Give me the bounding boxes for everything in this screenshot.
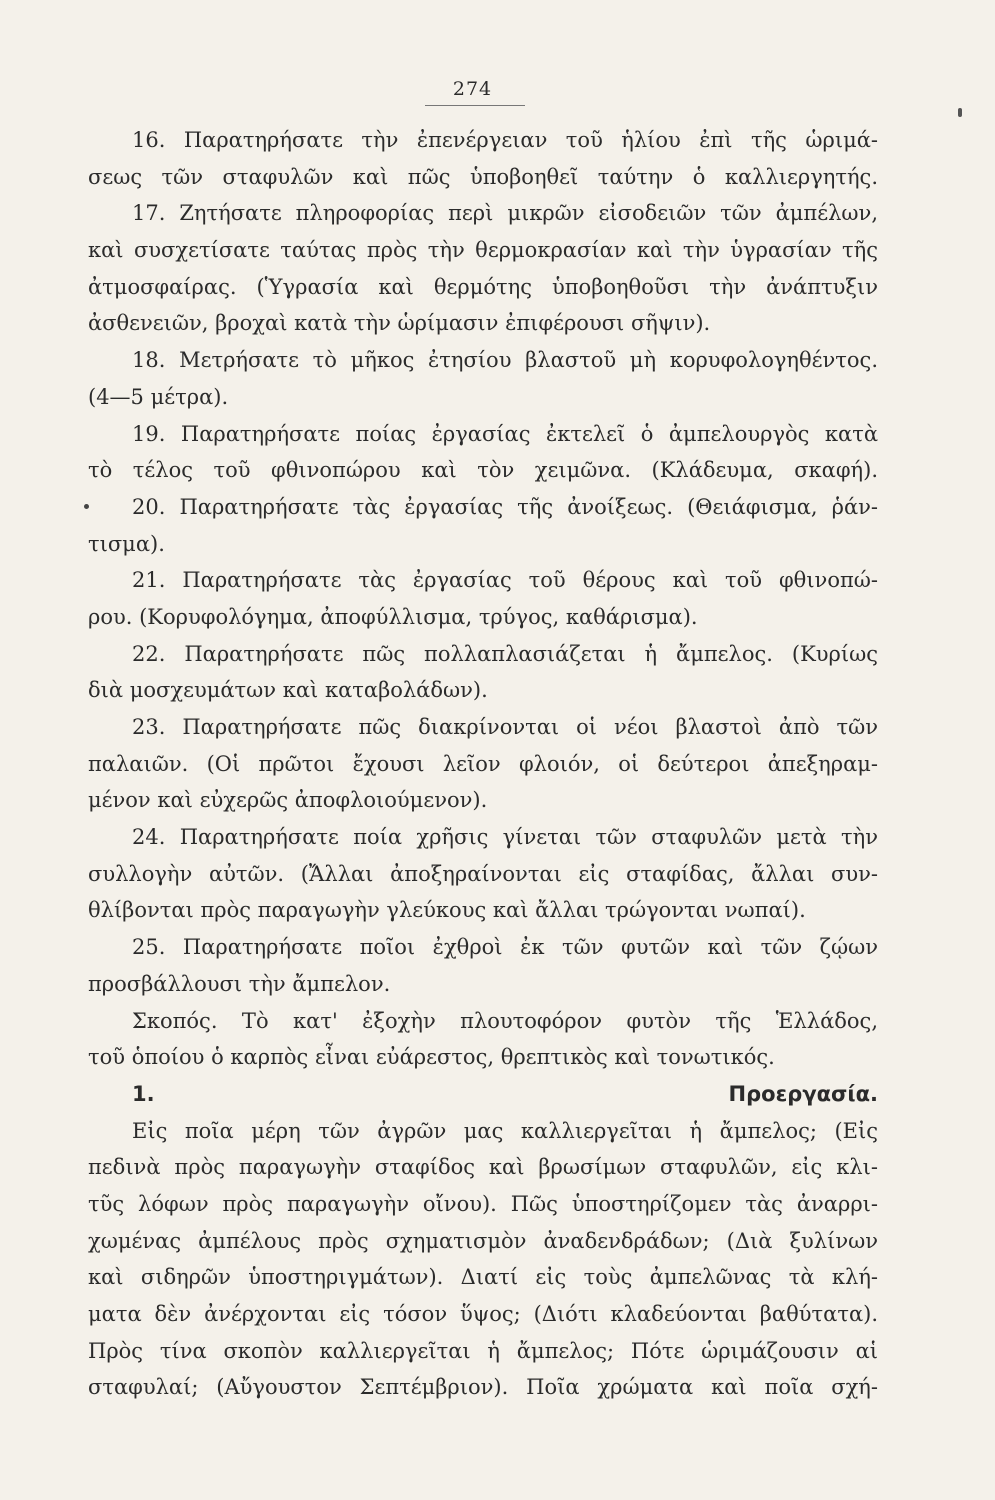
section-heading: 1. Προεργασία.: [132, 1081, 878, 1106]
text-line: 24. Παρατηρήσατε ποία χρῆσις γίνεται τῶν σταφυλῶν μετὰ τὴν: [132, 825, 878, 850]
text-line: ματα δὲν ἀνέρχονται εἰς τόσον ὕψος; (Διότι κλαδεύονται βαθύτατα).: [88, 1302, 878, 1326]
text-line: (4—5 μέτρα).: [88, 384, 229, 409]
text-line: παλαιῶν. (Οἱ πρῶτοι ἔχουσι λεῖον φλοιόν, οἱ δεύτεροι ἀπεξηραμ-: [88, 751, 878, 776]
text-line: 17. Ζητήσατε πληροφορίας περὶ μικρῶν εἰσοδειῶν τῶν ἀμπέλων,: [132, 201, 878, 226]
text-line: διὰ μοσχευμάτων καὶ καταβολάδων).: [88, 678, 488, 703]
text-line: πεδινὰ πρὸς παραγωγὴν σταφίδος καὶ βρωσίμων σταφυλῶν, εἰς κλι-: [88, 1155, 878, 1180]
text-line: 22. Παρατηρήσατε πῶς πολλαπλασιάζεται ἡ ἄμπελος. (Κυρίως: [132, 641, 878, 666]
text-line: Πρὸς τίνα σκοπὸν καλλιεργεῖται ἡ ἄμπελος; Πότε ὡριμάζουσιν αἱ: [88, 1338, 878, 1363]
text-line: καὶ σιδηρῶν ὑποστηριγμάτων). Διατί εἰς τοὺς ἀμπελῶνας τὰ κλή-: [88, 1265, 878, 1290]
text-line: Σκοπός. Τὸ κατ' ἐξοχὴν πλουτοφόρον φυτὸν τῆς Ἑλλάδος,: [132, 1008, 878, 1033]
text-line: τοῦ ὁποίου ὁ καρπὸς εἶναι εὐάρεστος, θρεπτικὸς καὶ τονωτικός.: [88, 1045, 775, 1070]
text-line: ρου. (Κορυφολόγημα, ἀποφύλλισμα, τρύγος, καθάρισμα).: [88, 604, 698, 629]
ink-speck: [958, 108, 962, 117]
text-line: τὸ τέλος τοῦ φθινοπώρου καὶ τὸν χειμῶνα. (Κλάδευμα, σκαφή).: [88, 458, 878, 483]
text-line: 21. Παρατηρήσατε τὰς ἐργασίας τοῦ θέρους καὶ τοῦ φθινοπώ-: [132, 568, 878, 593]
text-line: τισμα).: [88, 531, 165, 556]
text-line: ἀτμοσφαίρας. (Ὑγρασία καὶ θερμότης ὑποβοηθοῦσι τὴν ἀνάπτυξιν: [88, 274, 878, 299]
page-text: [88, 122, 878, 1406]
text-line: χωμένας ἀμπέλους πρὸς σχηματισμὸν ἀναδενδράδων; (Διὰ ξυλίνων: [88, 1228, 878, 1253]
text-line: 16. Παρατηρήσατε τὴν ἐπενέργειαν τοῦ ἡλίου ἐπὶ τῆς ὡριμά-: [132, 128, 878, 152]
text-line: 25. Παρατηρήσατε ποῖοι ἐχθροὶ ἐκ τῶν φυτῶν καὶ τῶν ζῴων: [132, 935, 878, 960]
text-line: 19. Παρατηρήσατε ποίας ἐργασίας ἐκτελεῖ ὁ ἀμπελουργὸς κατὰ: [132, 421, 878, 446]
text-line: 20. Παρατηρήσατε τὰς ἐργασίας τῆς ἀνοίξεως. (Θειάφισμα, ῥάν-: [132, 494, 878, 519]
text-line: προσβάλλουσι τὴν ἄμπελον.: [88, 971, 391, 996]
text-line: μένον καὶ εὐχερῶς ἀποφλοιούμενον).: [88, 788, 488, 813]
text-line: σταφυλαί; (Αὔγουστον Σεπτέμβριον). Ποῖα χρώματα καὶ ποῖα σχή-: [88, 1375, 878, 1400]
text-line: θλίβονται πρὸς παραγωγὴν γλεύκους καὶ ἄλλαι τρώγονται νωπαί).: [88, 898, 806, 923]
text-line: τῦς λόφων πρὸς παραγωγὴν οἴνου). Πῶς ὑποστηρίζομεν τὰς ἀναρρι-: [88, 1191, 878, 1216]
text-line: ἀσθενειῶν, βροχαὶ κατὰ τὴν ὡρίμασιν ἐπιφέρουσι σῆψιν).: [88, 311, 711, 336]
page-number-rule: [425, 105, 525, 106]
text-line: καὶ συσχετίσατε ταύτας πρὸς τὴν θερμοκρασίαν καὶ τὴν ὑγρασίαν τῆς: [88, 238, 878, 263]
text-line: συλλογὴν αὐτῶν. (Ἄλλαι ἀποξηραίνονται εἰς σταφίδας, ἄλλαι συν-: [88, 861, 878, 886]
text-line: 18. Μετρήσατε τὸ μῆκος ἐτησίου βλαστοῦ μὴ κορυφολογηθέντος.: [132, 348, 878, 373]
text-line: σεως τῶν σταφυλῶν καὶ πῶς ὑποβοηθεῖ ταύτην ὁ καλλιεργητής.: [88, 164, 878, 189]
text-line: 23. Παρατηρήσατε πῶς διακρίνονται οἱ νέοι βλαστοὶ ἀπὸ τῶν: [132, 715, 878, 739]
page-number: 274: [452, 78, 493, 100]
text-line: Εἰς ποῖα μέρη τῶν ἀγρῶν μας καλλιεργεῖται ἡ ἄμπελος; (Εἰς: [132, 1118, 878, 1143]
